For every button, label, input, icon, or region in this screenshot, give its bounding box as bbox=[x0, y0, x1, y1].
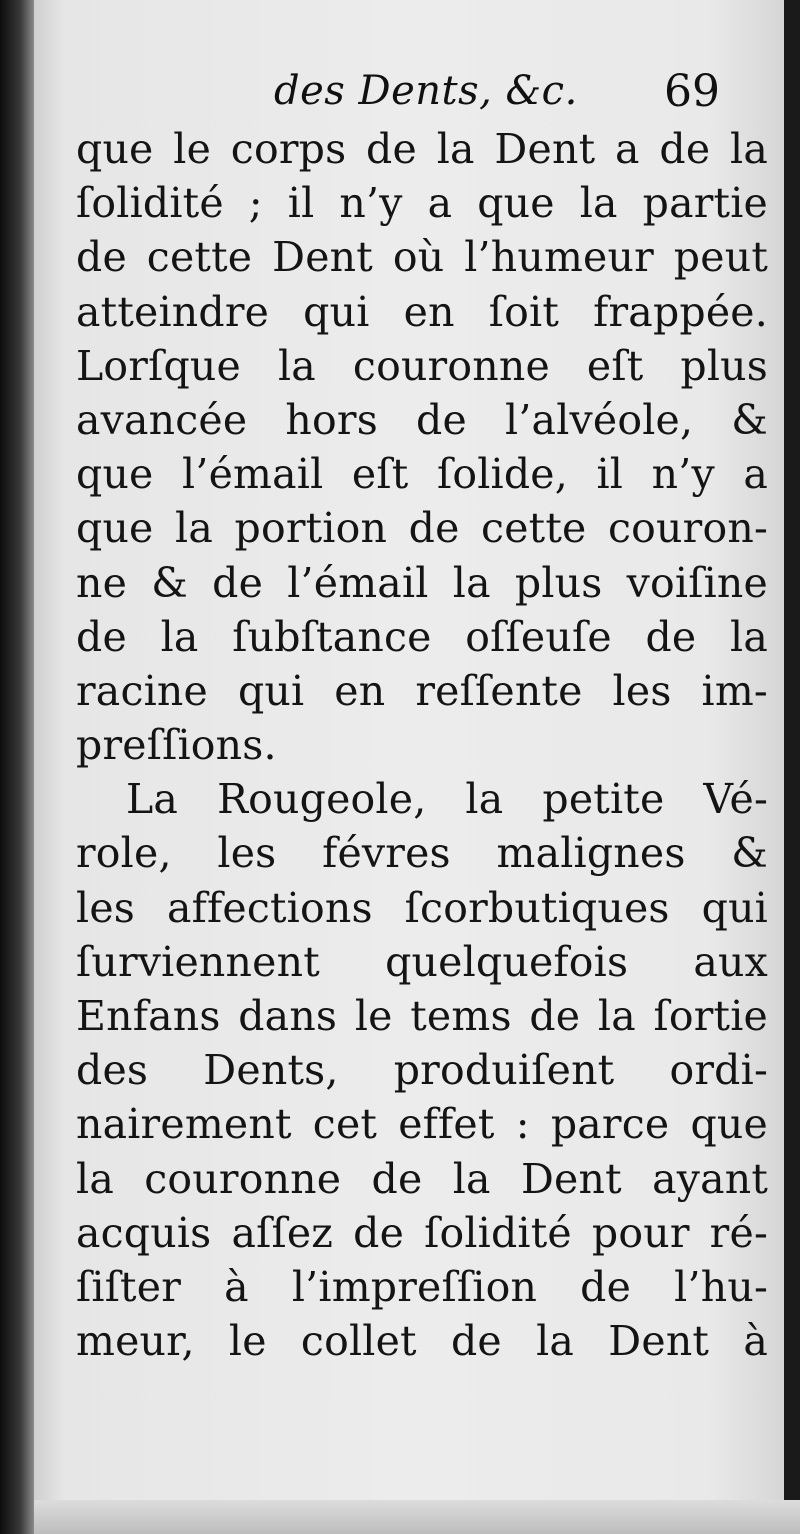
text-line: la couronne de la Dent ayant bbox=[76, 1154, 768, 1203]
paragraph-start-line: La Rougeole, la petite Vé- bbox=[126, 775, 768, 824]
text-line: que l’émail eſt ſolide, il n’y a bbox=[76, 450, 768, 499]
page-number: 69 bbox=[664, 66, 720, 117]
text-line: Enfans dans le tems de la ſortie bbox=[76, 992, 768, 1040]
text-line: que le corps de la Dent a de la bbox=[76, 125, 768, 173]
text-line: de la ſubſtance oſſeuſe de la bbox=[76, 612, 768, 661]
text-line: preſſions. bbox=[76, 721, 277, 770]
text-line: ſurviennent quelquefois aux bbox=[76, 937, 768, 986]
text-line: acquis aſſez de ſolidité pour ré- bbox=[76, 1208, 768, 1257]
text-line: ne & de l’émail la plus voiſine bbox=[76, 558, 768, 607]
text-line: meur, le collet de la Dent à bbox=[76, 1317, 768, 1366]
text-line: ſolidité ; il n’y a que la partie bbox=[76, 179, 768, 228]
text-line: que la portion de cette couron- bbox=[76, 504, 768, 553]
text-line: Lorſque la couronne eſt plus bbox=[76, 341, 768, 390]
body-text bbox=[76, 122, 768, 1368]
text-line: les affections ſcorbutiques qui bbox=[76, 883, 768, 932]
text-line: atteindre qui en ſoit frappée. bbox=[76, 287, 768, 336]
running-head: des Dents, &c. bbox=[274, 68, 578, 114]
text-line: nairement cet effet : parce que bbox=[76, 1100, 768, 1149]
text-line: racine qui en reſſente les im- bbox=[76, 666, 768, 715]
page-binding-shadow bbox=[0, 0, 34, 1534]
text-line: avancée hors de l’alvéole, & bbox=[76, 395, 768, 444]
text-line: ſiſter à l’impreſſion de l’hu- bbox=[76, 1262, 768, 1311]
text-line: de cette Dent où l’humeur peut bbox=[76, 233, 768, 282]
book-page bbox=[34, 0, 784, 1534]
text-line: des Dents, produiſent ordi- bbox=[76, 1046, 768, 1095]
text-line: role, les févres malignes & bbox=[76, 829, 768, 878]
page-bottom-edge bbox=[34, 1500, 800, 1534]
